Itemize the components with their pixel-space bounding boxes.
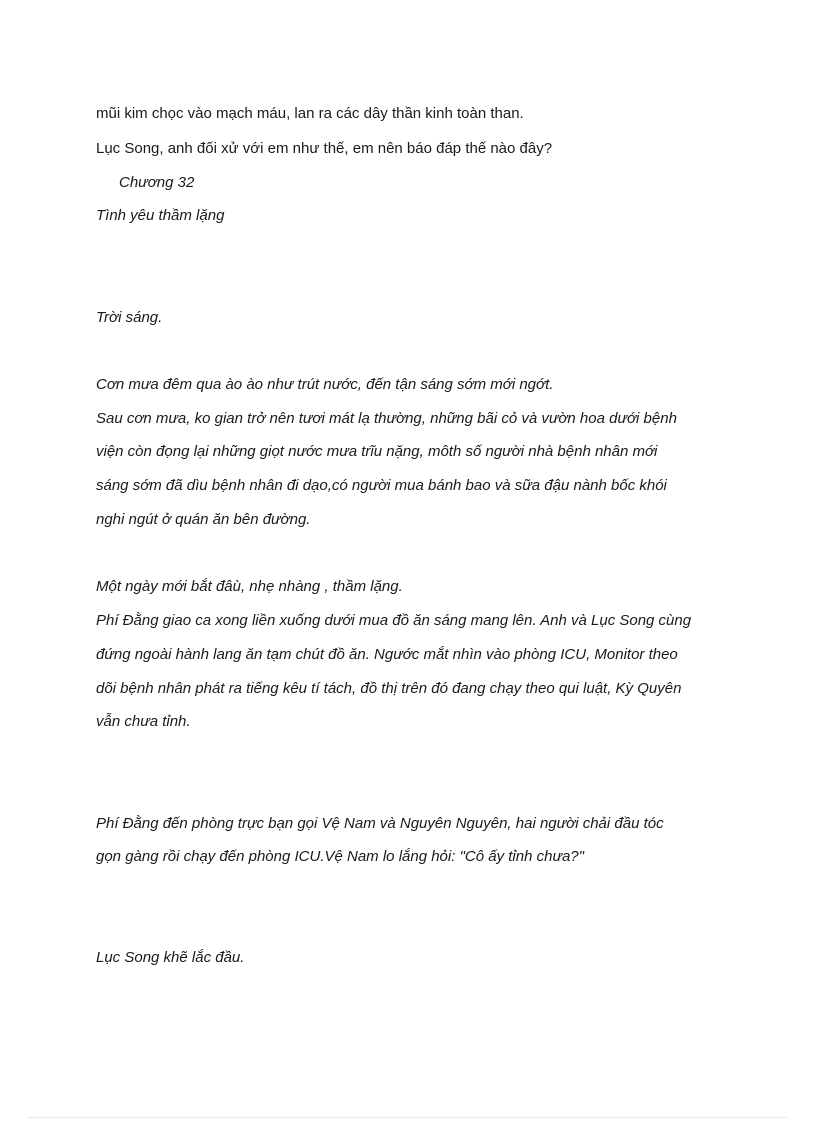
chapter-heading: Chương 32 — [119, 174, 195, 191]
text-line: Một ngày mới bắt đâù, nhẹ nhàng , thầm lặng. — [96, 578, 403, 595]
text-line: Lục Song khẽ lắc đầu. — [96, 949, 245, 966]
text-line: mũi kim chọc vào mạch máu, lan ra các dây thần kinh toàn than. — [96, 105, 524, 122]
text-line: gọn gàng rồi chạy đến phòng ICU.Vệ Nam lo lắng hỏi: "Cô ấy tỉnh chưa?" — [96, 848, 584, 865]
text-line: sáng sớm đã dìu bệnh nhân đi dạo,có người mua bánh bao và sữa đậu nành bốc khói — [96, 477, 667, 494]
text-line: Lục Song, anh đối xử với em như thế, em nên báo đáp thế nào đây? — [96, 140, 553, 157]
text-line: Cơn mưa đêm qua ào ào như trút nước, đến tận sáng sớm mới ngớt. — [96, 376, 554, 393]
text-line: Phí Đằng đến phòng trực bạn gọi Vệ Nam và Nguyên Nguyên, hai người chải đầu tóc — [96, 815, 664, 832]
text-line: Phí Đằng giao ca xong liền xuống dưới mua đồ ăn sáng mang lên. Anh và Lục Song cùng — [96, 612, 692, 629]
chapter-title: Tình yêu thầm lặng — [96, 207, 225, 224]
text-line: Sau cơn mưa, ko gian trở nên tươi mát lạ thường, những bãi cỏ và vườn hoa dưới bệnh — [96, 410, 677, 427]
text-line: Trời sáng. — [96, 309, 163, 326]
page-bottom-rule — [28, 1117, 788, 1118]
text-line: đứng ngoài hành lang ăn tạm chút đồ ăn. Ngước mắt nhìn vào phòng ICU, Monitor theo — [96, 646, 678, 663]
text-line: dõi bệnh nhân phát ra tiếng kêu tí tách, đồ thị trên đó đang chạy theo qui luật, Kỳ Quyên — [96, 680, 682, 697]
text-line: viện còn đọng lại những giọt nước mưa trĩu nặng, môth số người nhà bệnh nhân mới — [96, 443, 658, 460]
text-line: vẫn chưa tỉnh. — [96, 713, 191, 730]
text-line: nghi ngút ở quán ăn bên đường. — [96, 511, 311, 528]
